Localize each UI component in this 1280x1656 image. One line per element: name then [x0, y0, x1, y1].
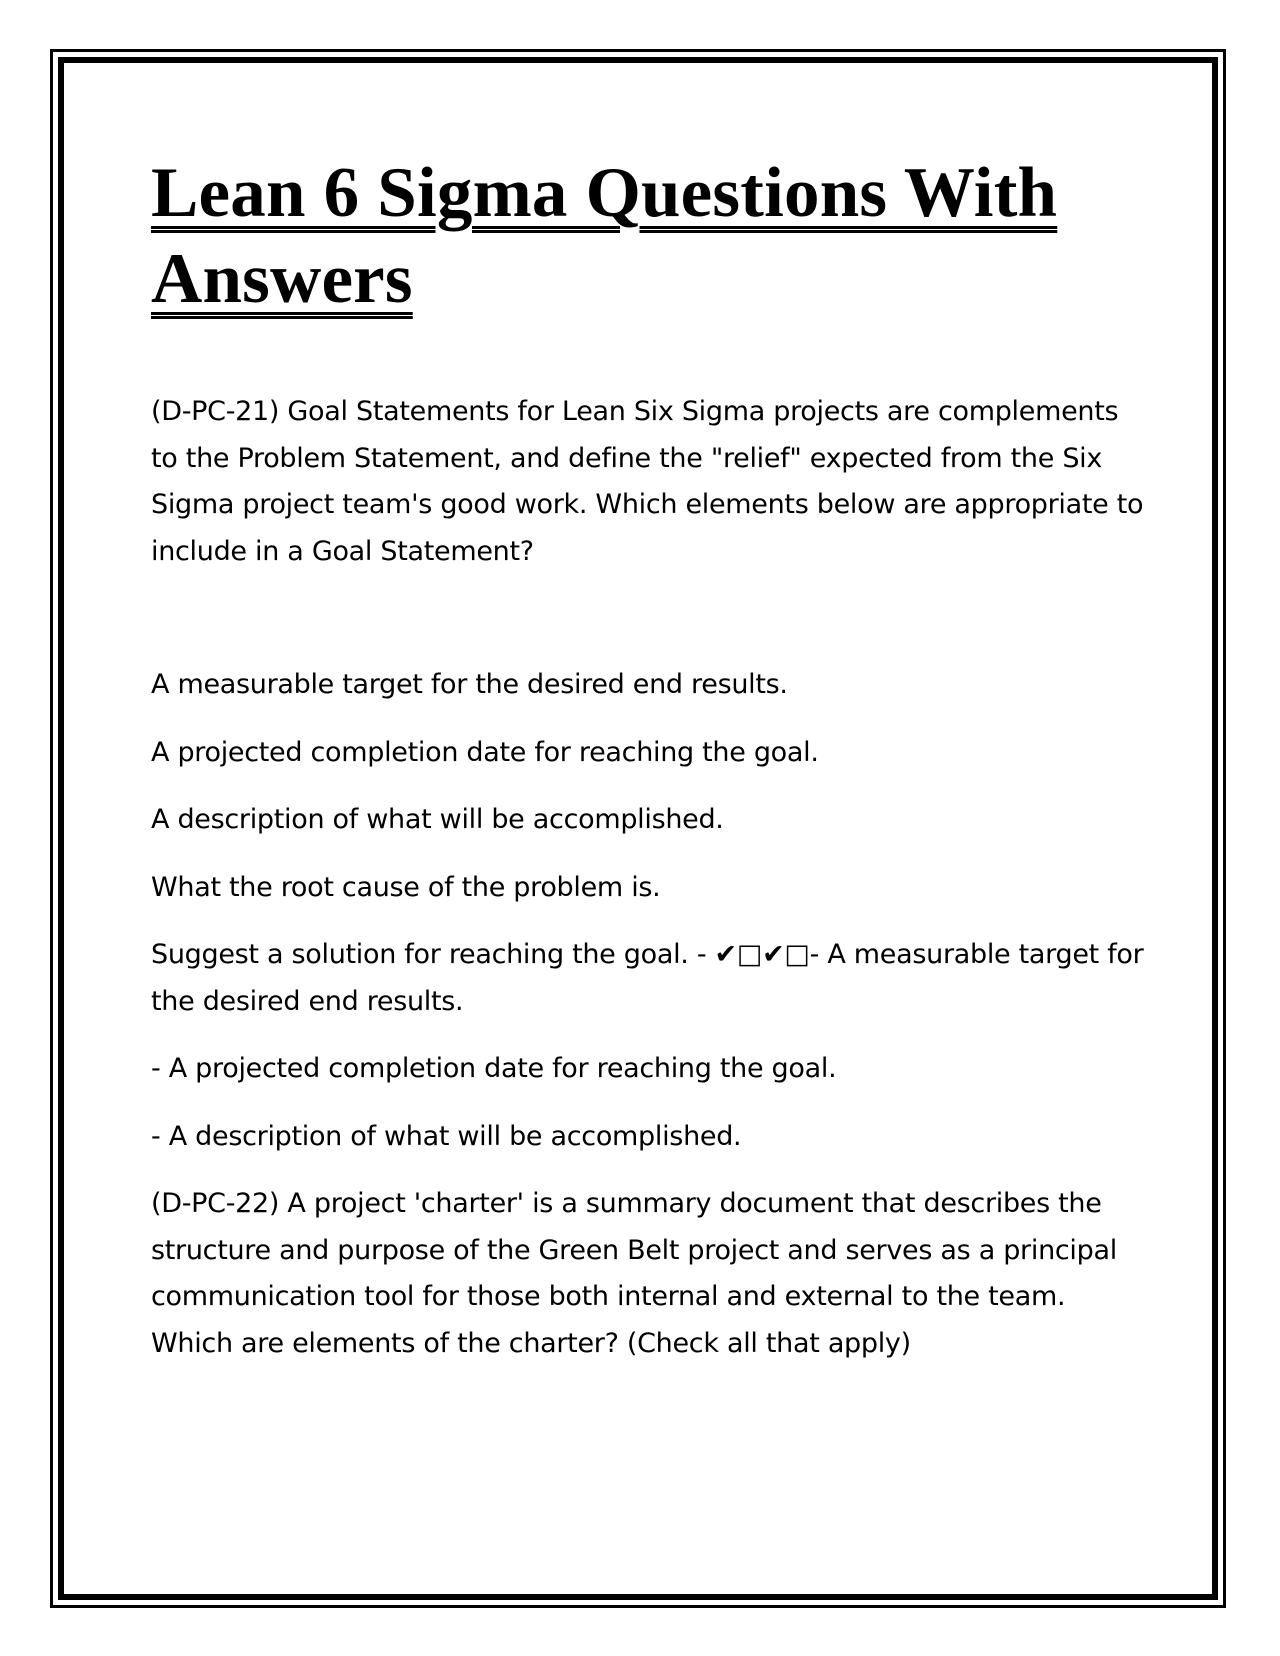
option-measurable-target: A measurable target for the desired end results. [151, 669, 788, 700]
option-root-cause: What the root cause of the problem is. [151, 871, 661, 903]
answer-description: - A description of what will be accomplished. [151, 1120, 742, 1152]
option-completion-date: A projected completion date for reaching the goal. [151, 736, 819, 768]
question-d-pc-22: (D-PC-22) A project 'charter' is a summary document that describes the structure and purpose of the Green Belt project and serves as a principal communication tool for those both internal and external to the team. Which are elements of the charter? (Check all that apply) [151, 1188, 1117, 1359]
option-description: A description of what will be accomplished. [151, 804, 724, 835]
document-body [151, 389, 1151, 1367]
page-title: Lean 6 Sigma Questions With Answers [151, 154, 1058, 318]
answer-completion-date: - A projected completion date for reaching the goal. [151, 1053, 837, 1084]
question-d-pc-21: (D-PC-21) Goal Statements for Lean Six Sigma projects are complements to the Problem Statement, and define the "relief" expected from the Six Sigma project team's good work. Which elements below are appropriate to include in a Goal Statement? [151, 396, 1144, 567]
option-suggest-solution-with-answer: Suggest a solution for reaching the goal. - ✔□✔□- A measurable target for the desired end results. [151, 939, 1144, 1017]
document-content [151, 150, 1151, 1367]
